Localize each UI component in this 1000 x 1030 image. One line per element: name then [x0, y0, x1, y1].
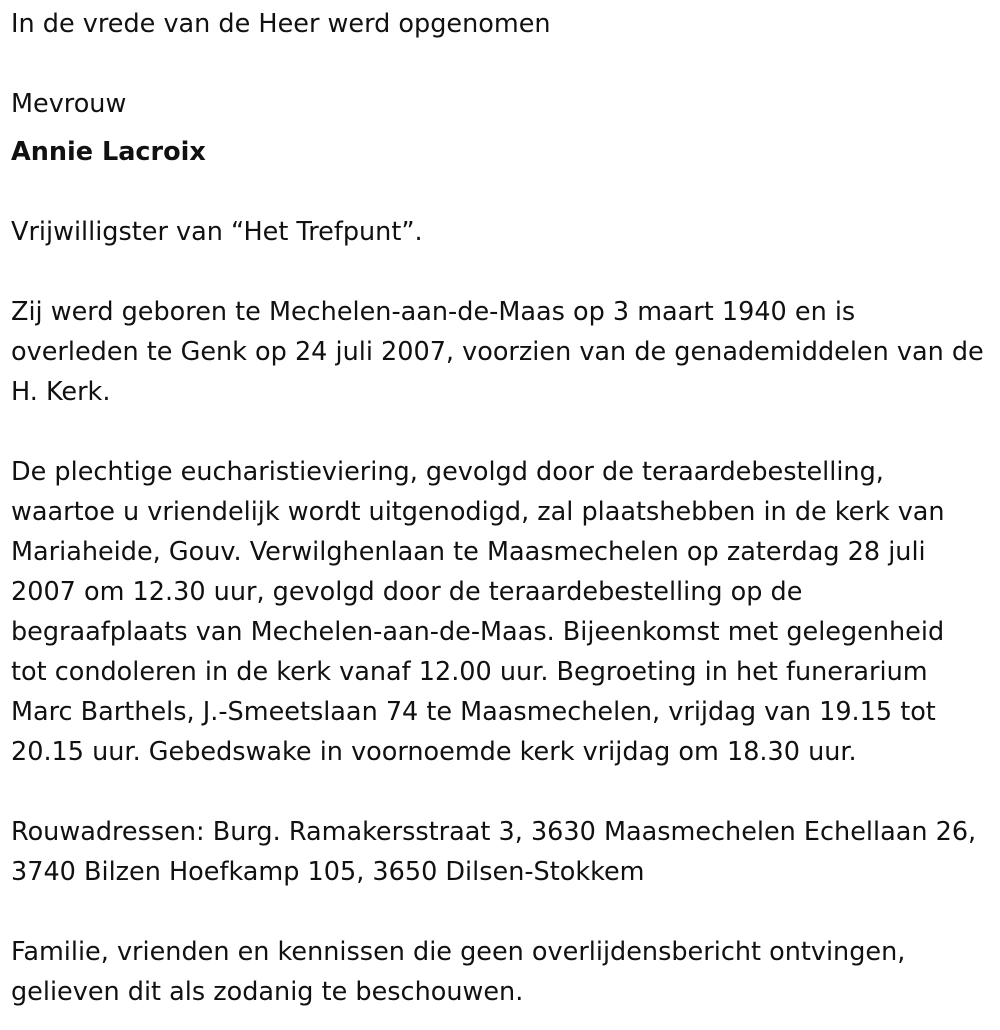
deceased-name: Annie Lacroix — [11, 137, 206, 167]
birth-death-paragraph: Zij werd geboren te Mechelen-aan-de-Maas op 3 maart 1940 en is overleden te Genk op 24 juli 2007, voorzien van de genademiddelen van de H. Kerk. — [11, 297, 984, 407]
role-line: Vrijwilligster van “Het Trefpunt”. — [11, 217, 423, 247]
closing-paragraph: Familie, vrienden en kennissen die geen overlijdensbericht ontvingen, gelieven dit als zodanig te beschouwen. — [11, 937, 906, 1007]
intro-line: In de vrede van de Heer werd opgenomen — [11, 9, 551, 39]
ceremony-paragraph: De plechtige eucharistieviering, gevolgd door de teraardebestelling, waartoe u vriendelijk wordt uitgenodigd, zal plaatshebben in de kerk van Mariaheide, Gouv. Verwilghenlaan te Maasmechelen op zaterdag 28 juli 2007 om 12.30 uur, gevolgd door de teraardebestelling op de begraafplaats van Mechelen-aan-de-Maas. Bijeenkomst met gelegenheid tot condoleren in de kerk vanaf 12.00 uur. Begroeting in het funerarium Marc Barthels, J.-Smeetslaan 74 te Maasmechelen, vrijdag van 19.15 tot 20.15 uur. Gebedswake in voornoemde kerk vrijdag om 18.30 uur. — [11, 457, 945, 767]
obituary-notice — [11, 4, 986, 1012]
salutation: Mevrouw — [11, 89, 127, 119]
addresses-paragraph: Rouwadressen: Burg. Ramakersstraat 3, 3630 Maasmechelen Echellaan 26, 3740 Bilzen Hoefkamp 105, 3650 Dilsen-Stokkem — [11, 817, 977, 887]
